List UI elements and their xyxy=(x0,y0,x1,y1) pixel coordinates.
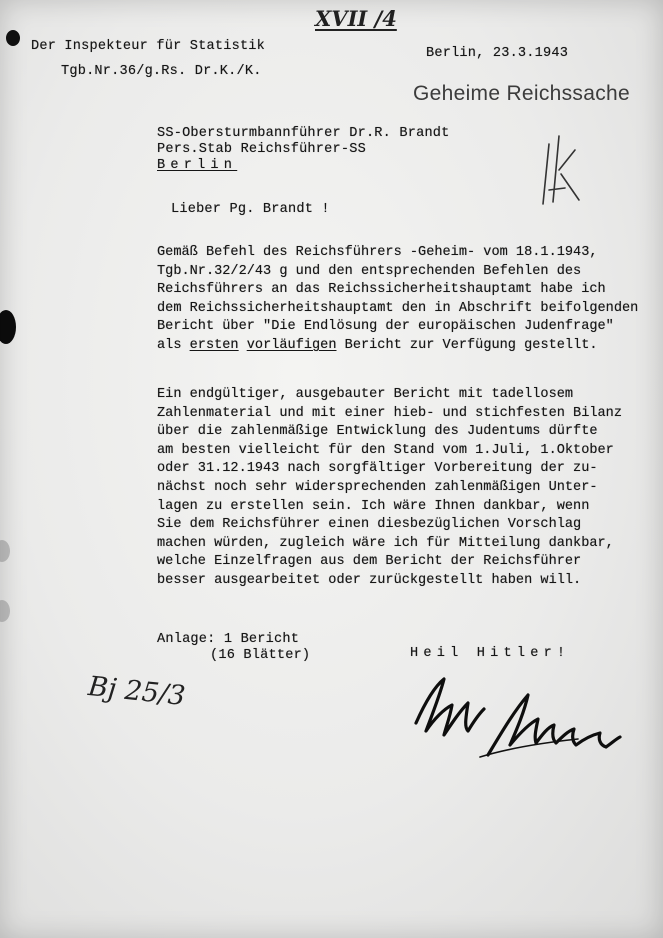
recipient-line2: Pers.Stab Reichsführer-SS xyxy=(157,142,366,157)
closing-greeting: Heil Hitler! xyxy=(410,646,571,661)
filing-hole-lower xyxy=(0,540,10,562)
filing-hole-top xyxy=(6,30,20,46)
filing-hole-middle xyxy=(0,310,16,344)
attachment-detail: (16 Blätter) xyxy=(210,648,311,663)
handwritten-note: Bj 25/3 xyxy=(86,670,187,713)
sender-name: Der Inspekteur für Statistik xyxy=(31,39,266,54)
attachment-label: Anlage: 1 Bericht xyxy=(157,632,300,647)
body-paragraph-1: Gemäß Befehl des Reichsführers -Geheim- vom 18.1.1943, Tgb.Nr.32/2/43 g und den entsprechenden Befehlen des Reichsführers an das Reichssicherheitshauptamt habe ich dem Reichssicherheitshauptamt den in Abschrift beifolgenden Bericht über "Die Endlösung der europäischen Judenfrage" als ersten vorläufigen Bericht zur Verfügung gestellt. xyxy=(157,245,639,353)
place-date: Berlin, 23.3.1943 xyxy=(426,46,569,61)
handwritten-initial-mark xyxy=(535,130,585,210)
archive-mark: XVII /4 xyxy=(315,6,397,31)
signature xyxy=(410,665,625,770)
classification-stamp: Geheime Reichssache xyxy=(413,82,630,105)
salutation: Lieber Pg. Brandt ! xyxy=(171,202,330,217)
body-paragraph-2: Ein endgültiger, ausgebauter Bericht mit tadellosem Zahlenmaterial und mit einer hieb- und stichfesten Bilanz über die zahlenmäßige Entwicklung des Judentums dürfte am besten vielleicht für den Stand vom 1.Juli, 1.Oktober oder 31.12.1943 nach sorgfältiger Vorbereitung der zu- nächst noch sehr widersprechenden zahlenmäßigen Unter- lagen zu erstellen sein. Ich wäre Ihnen dankbar, wenn Sie dem Reichsführer einen diesbezüglichen Vorschlag machen würden, zugleich wäre ich für Mitteilung dankbar, welche Einzelfragen aus dem Bericht der Reichsführer besser ausgearbeitet oder zurückgestellt haben will. xyxy=(157,387,622,588)
filing-hole-bottom xyxy=(0,600,10,622)
sender-reference: Tgb.Nr.36/g.Rs. Dr.K./K. xyxy=(61,64,262,79)
recipient-line1: SS-Obersturmbannführer Dr.R. Brandt xyxy=(157,126,450,141)
recipient-line3: Berlin xyxy=(157,158,238,173)
